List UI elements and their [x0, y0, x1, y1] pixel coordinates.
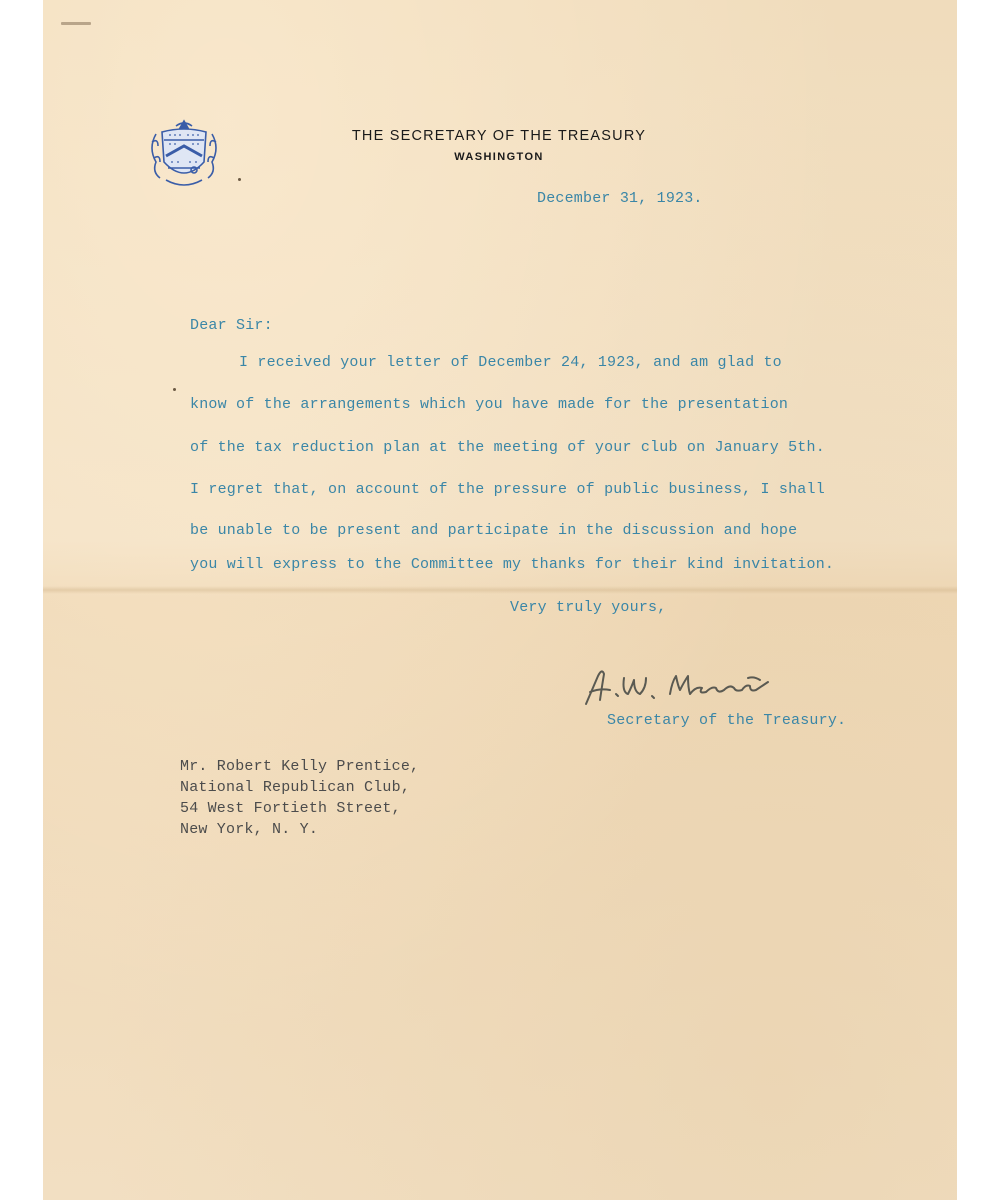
letterhead: [289, 128, 709, 163]
recipient-line: 54 West Fortieth Street,: [180, 800, 401, 817]
signer-title: Secretary of the Treasury.: [607, 712, 847, 729]
letter-paper: [43, 0, 957, 1200]
recipient-line: National Republican Club,: [180, 779, 411, 796]
closing: Very truly yours,: [510, 599, 667, 616]
letterhead-title: THE SECRETARY OF THE TREASURY: [351, 128, 647, 144]
handwritten-signature: [578, 660, 788, 710]
salutation: Dear Sir:: [190, 317, 273, 334]
paper-mark: [61, 22, 91, 25]
paper-fold: [43, 586, 957, 594]
letterhead-subtitle: WASHINGTON: [454, 151, 544, 163]
body-line: be unable to be present and participate in the discussion and hope: [190, 522, 798, 539]
recipient-line: New York, N. Y.: [180, 821, 319, 838]
paper-speck: [173, 388, 176, 391]
body-line: know of the arrangements which you have made for the presentation: [190, 396, 789, 413]
body-line: I received your letter of December 24, 1923, and am glad to: [239, 354, 782, 371]
letter-date: December 31, 1923.: [537, 190, 703, 207]
body-line: of the tax reduction plan at the meeting of your club on January 5th.: [190, 439, 825, 456]
treasury-seal-icon: [146, 118, 222, 192]
paper-speck: [238, 178, 241, 181]
body-line: I regret that, on account of the pressure of public business, I shall: [190, 481, 825, 498]
recipient-line: Mr. Robert Kelly Prentice,: [180, 758, 420, 775]
body-line: you will express to the Committee my thanks for their kind invitation.: [190, 556, 835, 573]
